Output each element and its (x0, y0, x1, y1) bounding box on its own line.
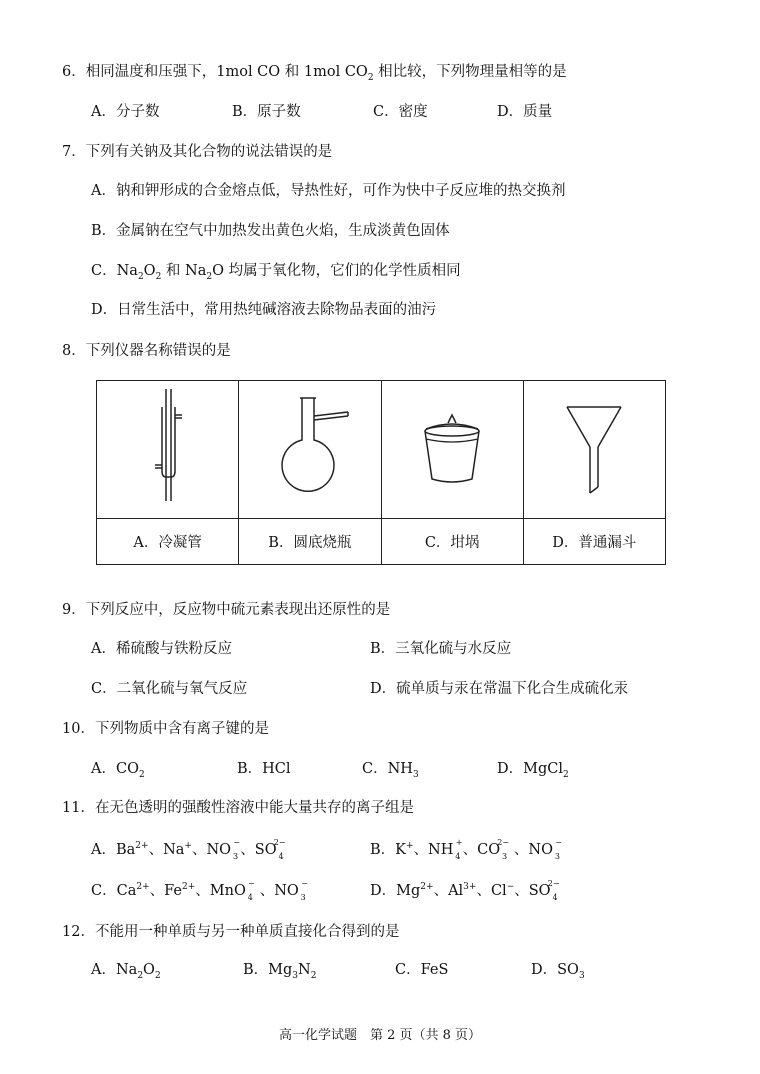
q6-option-a: A．分子数 (91, 104, 160, 120)
q9-option-a: A．稀硫酸与铁粉反应 (91, 641, 232, 657)
q7-option-b: B．金属钠在空气中加热发出黄色火焰，生成淡黄色固体 (91, 223, 450, 239)
q10-option-b: B．HCl (237, 761, 291, 777)
q6-option-d: D．质量 (497, 104, 553, 120)
label-funnel: D．普通漏斗 (523, 519, 665, 565)
label-condenser: A．冷凝管 (97, 519, 239, 565)
question-12-stem: 12．不能用一种单质与另一种单质直接化合得到的是 (62, 924, 400, 940)
round-bottom-flask-icon (260, 388, 360, 508)
label-crucible: C．坩埚 (381, 519, 523, 565)
question-6-stem: 6．相同温度和压强下，1mol CO 和 1mol $CO_2$ 相比较，下列物理量相等的是 (62, 64, 567, 83)
question-8-stem: 8．下列仪器名称错误的是 (62, 343, 231, 359)
q9-option-d: D．硫单质与汞在常温下化合生成硫化汞 (370, 681, 629, 697)
q12-option-d: D．$SO_3$ (531, 962, 585, 981)
q9-option-c: C．二氧化硫与氧气反应 (91, 681, 248, 697)
condenser-icon (138, 383, 198, 513)
q10-option-c: C．$NH_3$ (362, 761, 419, 780)
q11-option-a: A．$Ba^{2+}$、Na+、NO 3 − 、SO 4 2− (91, 838, 286, 861)
q9-option-b: B．三氧化硫与水反应 (370, 641, 512, 657)
q6-option-c: C．密度 (373, 104, 428, 120)
q12-option-b: B．$Mg_3N_2$ (243, 962, 317, 981)
q10-option-d: D．MgCl$_2$ (497, 761, 569, 780)
crucible-icon (412, 403, 492, 493)
q11-option-d: D．$Mg^{2+}$、$Al^{3+}$、Cl−、SO 4 2− (370, 879, 560, 902)
question-11-stem: 11．在无色透明的强酸性溶液中能大量共存的离子组是 (62, 800, 414, 816)
question-10-stem: 10．下列物质中含有离子键的是 (62, 721, 269, 737)
funnel-icon (559, 393, 629, 503)
condenser-cell (97, 381, 239, 519)
q7-option-c: C．$Na_2O_2$ 和 $Na_2O$ 均属于氧化物，它们的化学性质相同 (91, 263, 461, 282)
question-9-stem: 9．下列反应中，反应物中硫元素表现出还原性的是 (62, 602, 391, 618)
crucible-cell (381, 381, 523, 519)
label-round-flask: B．圆底烧瓶 (239, 519, 381, 565)
question-7-stem: 7．下列有关钠及其化合物的说法错误的是 (62, 144, 333, 160)
round-flask-cell (239, 381, 381, 519)
funnel-cell (523, 381, 665, 519)
q12-option-c: C．FeS (395, 962, 449, 978)
q6-option-b: B．原子数 (232, 104, 301, 120)
apparatus-table (96, 380, 666, 565)
page-footer: 高一化学试题 第 2 页（共 8 页） (278, 1028, 482, 1043)
q12-option-a: A．$Na_2O_2$ (91, 962, 161, 981)
q7-option-d: D．日常生活中，常用热纯碱溶液去除物品表面的油污 (91, 302, 437, 318)
q11-option-b: B．K+、NH 4 + 、CO 3 2− 、NO 3 − (370, 838, 562, 861)
q11-option-c: C．$Ca^{2+}$、$Fe^{2+}$、MnO 4 − 、NO 3 − (91, 879, 308, 902)
q10-option-a: A．$CO_2$ (91, 761, 145, 780)
q7-option-a: A．钠和钾形成的合金熔点低，导热性好，可作为快中子反应堆的热交换剂 (91, 183, 566, 199)
